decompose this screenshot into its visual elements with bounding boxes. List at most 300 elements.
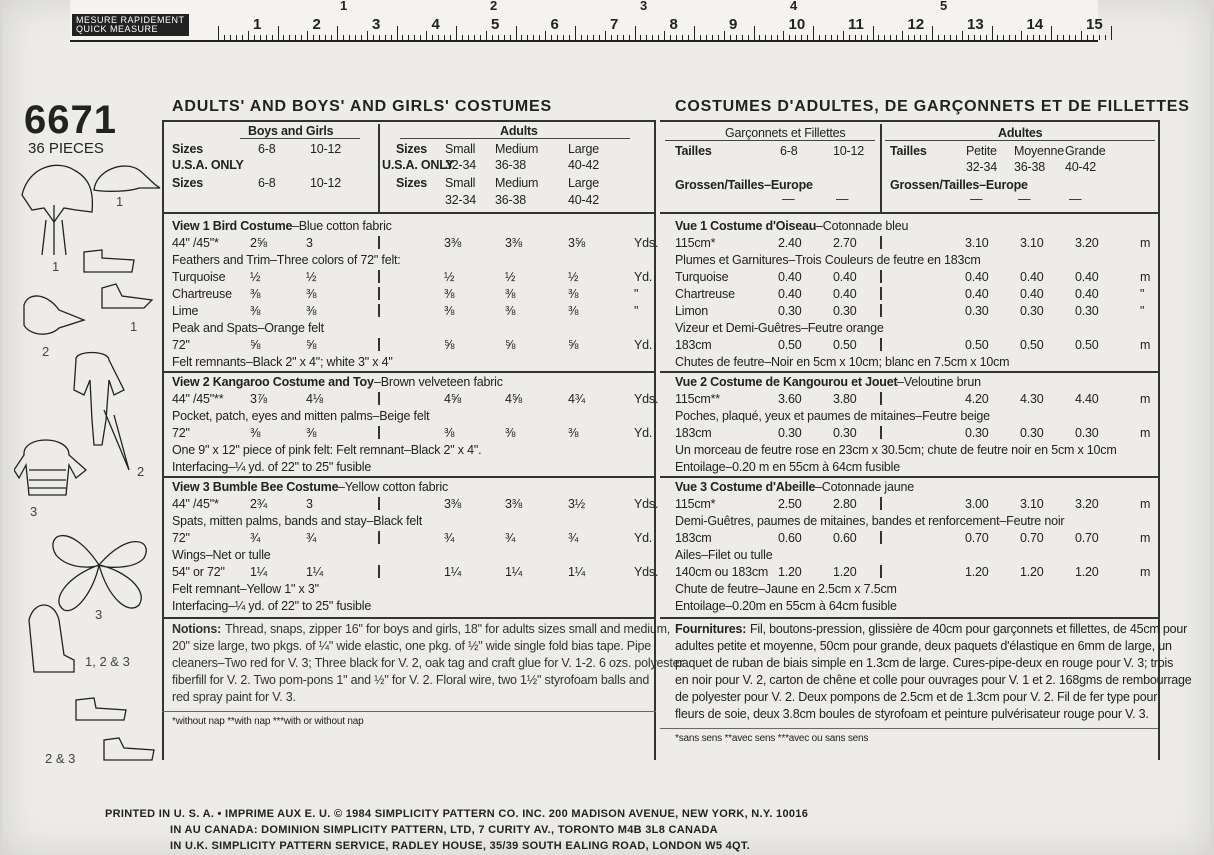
en-sizes-label-adult: Sizes: [396, 142, 427, 156]
ruler-tick: [748, 35, 749, 40]
ruler-tick: [557, 35, 558, 40]
en-row-value: ⅜: [505, 426, 516, 440]
ruler-tick: [402, 35, 403, 40]
fr-notions-line: en noir pour V. 2, carton de chêne et colle pour ouvrages pour V. 1 et 2. 168gms de rembourrage: [675, 673, 1192, 687]
fr-row-label: Vue 1 Costume d'Oiseau: [675, 219, 817, 233]
ruler-tick: [658, 35, 659, 40]
ruler-tick: [742, 35, 743, 40]
fr-row-value: 0.40: [965, 270, 989, 284]
en-row-value: ⅝: [250, 338, 261, 352]
ruler-label: [72, 14, 189, 36]
en-row-value: 1¼: [444, 565, 461, 579]
en-row-label: View 2 Kangaroo Costume and Toy: [172, 375, 374, 389]
en-row-unit: Yd.: [634, 338, 653, 352]
ruler-tick: [438, 35, 439, 40]
ruler-tick: [712, 35, 713, 40]
fr-sizes-label-adult: Tailles: [890, 144, 927, 158]
ruler-tick: [527, 35, 528, 40]
fr-row-sep: [880, 497, 882, 510]
ruler-tick: [992, 26, 993, 40]
ruler-tick: [581, 35, 582, 40]
footer-line-1: PRINTED IN U. S. A. • IMPRIME AUX E. U. © 1984 SIMPLICITY PATTERN CO. INC. 200 MADISON AVENUE, NEW YORK, N.Y. 10016: [105, 808, 809, 820]
fr-dash: —: [836, 192, 849, 206]
ruler-cm-number: 13: [967, 16, 984, 33]
ruler-tick: [510, 35, 511, 40]
fr-row-label: Poches, plaqué, yeux et paumes de mitaines–Feutre beige: [675, 409, 990, 423]
en-row-value: ⅝: [306, 338, 317, 352]
en-row-value: ⅜: [444, 304, 455, 318]
fr-row-value: 3.60: [778, 392, 802, 406]
ruler-inch-number: 1: [340, 0, 348, 13]
en-row-value: 3⅜: [444, 236, 461, 250]
en-row-value: ⅜: [505, 304, 516, 318]
bird-cap-piece: [94, 166, 160, 191]
en-row-sep: [378, 531, 380, 544]
fr-row-sep: [880, 531, 882, 544]
en-row-value: 3⅜: [505, 497, 522, 511]
en-notions-line: fiberfill for V. 2. Two pom-pons 1" and ½" for V. 2. Floral wire, two 1½" styrofoam balls and: [172, 673, 650, 687]
en-bg-size: 10-12: [310, 176, 341, 190]
ruler-tick: [986, 35, 987, 40]
ruler-tick: [617, 35, 618, 40]
en-sizes-label-adult-2: Sizes: [396, 176, 427, 190]
ruler-tick: [914, 35, 915, 40]
fr-row-value: 0.40: [1020, 270, 1044, 284]
en-sizes-label: Sizes: [172, 142, 203, 156]
ruler-tick: [688, 35, 689, 40]
en-row-unit: Yds.: [634, 497, 659, 511]
en-footnote: *without nap **with nap ***with or without nap: [172, 716, 364, 727]
en-row-label: Interfacing–¼ yd. of 22" to 25" fusible: [172, 460, 372, 474]
ruler-tick: [950, 35, 951, 40]
fr-row-label: Chute de feutre–Jaune en 2.5cm x 7.5cm: [675, 582, 897, 596]
en-row-sep: [378, 270, 380, 283]
ruler-tick: [664, 31, 665, 40]
fr-adult-size: Moyenne: [1014, 144, 1065, 158]
kangaroo-suit-piece: [74, 353, 124, 446]
fr-adult-size-num: 32-34: [966, 160, 997, 174]
ruler-tick: [652, 35, 653, 40]
fr-row-label: Vue 3 Costume d'Abeille: [675, 480, 816, 494]
en-row-value: 2¾: [250, 497, 267, 511]
fr-row-value: 0.30: [1020, 426, 1044, 440]
fr-row-value: 0.50: [778, 338, 802, 352]
en-row-unit: Yds.: [634, 392, 659, 406]
ruler-tick: [831, 35, 832, 40]
en-row-value: ⅜: [568, 287, 579, 301]
fr-view-rule: [660, 371, 1158, 373]
ruler-tick: [878, 35, 879, 40]
fr-row-unit: m: [1140, 497, 1151, 511]
ruler-label-en: QUICK MEASURE: [76, 24, 159, 34]
ruler-tick: [997, 35, 998, 40]
footer-line-3: IN U.K. SIMPLICITY PATTERN SERVICE, RADLEY HOUSE, 35/39 SOUTH EALING ROAD, LONDON W5 4QT.: [170, 840, 751, 852]
fr-row-label: 183cm: [675, 426, 712, 440]
ruler-tick: [1045, 35, 1046, 40]
ruler-tick: [325, 35, 326, 40]
en-row-label: Felt remnants–Black 2" x 4"; white 3" x 4": [172, 355, 393, 369]
ruler-tick: [551, 35, 552, 40]
en-row-value: 3⅜: [505, 236, 522, 250]
en-adult-size: Small: [445, 176, 476, 190]
ruler-tick: [646, 35, 647, 40]
en-row-label: Turquoise: [172, 270, 226, 284]
fr-row-sep: [880, 287, 882, 300]
en-sizes-label-2: Sizes: [172, 176, 203, 190]
en-row-value: 3⅜: [444, 497, 461, 511]
ruler-tick: [1075, 35, 1076, 40]
en-row-sep: [378, 426, 380, 439]
en-row-value: ¾: [444, 531, 455, 545]
en-adult-size: Large: [568, 142, 599, 156]
en-row-value: 1¼: [306, 565, 323, 579]
fr-row-value: 0.70: [965, 531, 989, 545]
ruler-tick: [563, 35, 564, 40]
ruler-tick: [343, 35, 344, 40]
fr-row-unit: m: [1140, 236, 1151, 250]
fr-row-sep: [880, 338, 882, 351]
en-row-value: 3⅝: [568, 236, 585, 250]
en-row-value: 3: [306, 236, 313, 250]
en-row-label: View 3 Bumble Bee Costume: [172, 480, 339, 494]
ruler-tick: [1009, 35, 1010, 40]
pattern-pieces: 36 PIECES: [28, 140, 104, 157]
ruler-tick: [355, 35, 356, 40]
fr-row-value: 0.70: [1020, 531, 1044, 545]
ruler-tick: [492, 35, 493, 40]
ruler-tick: [283, 35, 284, 40]
en-row-value: 2⅝: [250, 236, 267, 250]
ruler-tick: [1081, 31, 1082, 40]
fr-row-value: 0.30: [965, 426, 989, 440]
fr-adult-size: Grande: [1065, 144, 1106, 158]
ruler-tick: [504, 35, 505, 40]
bee-spat-piece: [76, 698, 126, 720]
ruler-inch-number: 4: [790, 0, 798, 13]
ruler-inch-number: 3: [640, 0, 648, 13]
fr-row-value: 0.60: [833, 531, 857, 545]
fr-dash: —: [782, 192, 795, 206]
ruler-cm-number: 8: [669, 16, 678, 33]
ruler-tick: [611, 35, 612, 40]
fr-row-value: 2.50: [778, 497, 802, 511]
footer-line-2: IN AU CANADA: DOMINION SIMPLICITY PATTERN, LTD, 7 CURITY AV., TORONTO M4B 3L8 CANADA: [170, 824, 718, 836]
ruler-tick: [670, 35, 671, 40]
bird-head-piece: [24, 296, 84, 334]
fr-row-label: Un morceau de feutre rose en 23cm x 30.5cm; chute de feutre noir en 5cm x 10cm: [675, 443, 1117, 457]
en-notions-line: 20" size large, two pkgs. of ¼" wide elastic, one pkg. of ½" wide single fold bias tape. Pipe: [172, 639, 652, 653]
ruler-tick: [420, 35, 421, 40]
fr-row-label: 115cm*: [675, 236, 716, 250]
fr-row-value: 1.20: [1020, 565, 1044, 579]
en-row-label: Pocket, patch, eyes and mitten palms–Beige felt: [172, 409, 430, 423]
ruler-tick: [819, 35, 820, 40]
fr-adult-size-num: 36-38: [1014, 160, 1045, 174]
fr-row-label: Entoilage–0.20m en 55cm à 64cm fusible: [675, 599, 897, 613]
ruler-tick: [450, 35, 451, 40]
measure-ruler: [70, 0, 1103, 42]
en-view-rule: [162, 476, 656, 478]
ruler-tick: [242, 35, 243, 40]
fr-view-rule: [660, 476, 1158, 478]
en-row-label: 44" /45"*: [172, 236, 219, 250]
fr-row-value: 3.00: [965, 497, 989, 511]
fr-bg-size: 6-8: [780, 144, 798, 158]
fr-row-value: 0.60: [778, 531, 802, 545]
fr-row-value: 4.20: [965, 392, 989, 406]
ruler-tick: [777, 35, 778, 40]
fr-row-label: Ailes–Filet ou tulle: [675, 548, 773, 562]
view-number: 2 & 3: [45, 751, 76, 766]
fr-row-unit: m: [1140, 270, 1151, 284]
fr-row-value: 0.30: [778, 426, 802, 440]
ruler-tick: [736, 35, 737, 40]
ruler-tick: [718, 35, 719, 40]
ruler-tick: [938, 35, 939, 40]
fr-row-value: 0.50: [1020, 338, 1044, 352]
en-notions-line: Thread, snaps, zipper 16" for boys and girls, 18" for adults sizes small and medium,: [225, 622, 671, 636]
fr-row-label: 115cm*: [675, 497, 716, 511]
en-row-unit: ": [634, 304, 639, 318]
ruler-tick: [730, 35, 731, 40]
fr-row-label: Demi-Guêtres, paumes de mitaines, bandes et renforcement–Feutre noir: [675, 514, 1065, 528]
fr-row-value: 3.10: [1020, 497, 1044, 511]
ruler-tick: [587, 35, 588, 40]
ruler-cm-number: 15: [1086, 16, 1103, 33]
fr-row-value: 0.40: [778, 287, 802, 301]
en-usa-only-adult: U.S.A. ONLY: [382, 158, 454, 172]
fr-row-value: 0.30: [965, 304, 989, 318]
en-row-sep: [378, 338, 380, 351]
en-notions-line: cleaners–Two red for V. 3; Three black for V. 2, oak tag and craft glue for V. 1-2. 6 ozs. polyester: [172, 656, 684, 670]
fr-row-value: 0.70: [1075, 531, 1099, 545]
ruler-tick: [278, 26, 279, 40]
bee-suit-piece: [14, 440, 86, 495]
en-bg-size: 10-12: [310, 142, 341, 156]
bird-wing-piece: [22, 165, 92, 222]
ruler-tick: [623, 35, 624, 40]
en-bg-size: 6-8: [258, 142, 276, 156]
view-number: 2: [42, 344, 50, 359]
en-row-value: 3⅞: [250, 392, 267, 406]
fr-row-label: Chartreuse: [675, 287, 735, 301]
fr-row-value: 0.40: [1075, 287, 1099, 301]
en-row-label: Wings–Net or tulle: [172, 548, 271, 562]
view-number: 1, 2 & 3: [85, 654, 130, 669]
fr-row-label: Limon: [675, 304, 709, 318]
ruler-tick: [361, 35, 362, 40]
fr-row-unit: m: [1140, 338, 1151, 352]
en-notions-line: red spray paint for V. 3.: [172, 690, 296, 704]
ruler-tick: [968, 35, 969, 40]
en-row-value: ½: [444, 270, 455, 284]
ruler-tick: [545, 31, 546, 40]
fr-row-value: 0.40: [833, 287, 857, 301]
en-row-value: ⅜: [250, 304, 261, 318]
ruler-tick: [926, 35, 927, 40]
bee-mitten-piece: [104, 738, 154, 760]
ruler-tick: [682, 35, 683, 40]
ruler-tick: [474, 35, 475, 40]
en-row-value: ⅜: [306, 426, 317, 440]
fr-row-value: 0.30: [1020, 304, 1044, 318]
en-row-value: ½: [250, 270, 261, 284]
en-row-value: ⅝: [444, 338, 455, 352]
en-row-unit: Yd.: [634, 426, 653, 440]
en-row-value: 1¼: [568, 565, 585, 579]
fr-row-value: 1.20: [778, 565, 802, 579]
en-sep: [378, 124, 380, 212]
en-row-label: Feathers and Trim–Three colors of 72" felt:: [172, 253, 401, 267]
ruler-tick: [920, 35, 921, 40]
fr-row-sep: [880, 236, 882, 249]
ruler-tick: [706, 35, 707, 40]
fr-notions-line: fleurs de soie, deux 3.8cm boules de styrofoam et peinture pulvérisateur rouge pour V. 3.: [675, 707, 1149, 721]
ruler-tick: [1105, 35, 1106, 40]
fr-row-value: 4.40: [1075, 392, 1099, 406]
en-row-value: ⅝: [568, 338, 579, 352]
ruler-cm-number: 1: [253, 16, 262, 33]
fr-notions-label: Fournitures:: [675, 622, 747, 636]
en-row-label: 54" or 72": [172, 565, 225, 579]
pattern-number: 6671: [24, 98, 117, 142]
ruler-tick: [754, 26, 755, 40]
en-row-value: 3½: [568, 497, 585, 511]
en-row-value: ⅜: [250, 426, 261, 440]
fr-notions-rule: [660, 617, 1158, 619]
ruler-tick: [694, 26, 695, 40]
en-row-unit: Yd.: [634, 531, 653, 545]
ruler-tick: [593, 35, 594, 40]
fr-row-sep: [880, 426, 882, 439]
en-row-label: Interfacing–¼ yd. of 22" to 25" fusible: [172, 599, 372, 613]
en-head-adults: Adults: [500, 124, 538, 138]
en-row-label: Spats, mitten palms, bands and stay–Black felt: [172, 514, 422, 528]
en-row-sep: [378, 565, 380, 578]
en-row-value: ¾: [505, 531, 516, 545]
ruler-tick: [962, 31, 963, 40]
ruler-cm-number: 9: [729, 16, 738, 33]
fr-row-value: 3.20: [1075, 236, 1099, 250]
ruler-tick: [408, 35, 409, 40]
fr-row-value: 1.20: [965, 565, 989, 579]
french-title: COSTUMES D'ADULTES, DE GARÇONNETS ET DE FILLETTES: [675, 98, 1190, 115]
en-row-label: One 9" x 12" piece of pink felt: Felt remnant–Black 2" x 4".: [172, 443, 482, 457]
en-usa-only: U.S.A. ONLY: [172, 158, 244, 172]
ruler-cm-number: 4: [431, 16, 440, 33]
ruler-tick: [700, 35, 701, 40]
en-row-unit: ": [634, 287, 639, 301]
fr-row-value: 1.20: [833, 565, 857, 579]
view-number: 3: [95, 607, 103, 622]
ruler-tick: [498, 35, 499, 40]
fr-europe: Grossen/Tailles–Europe: [675, 178, 813, 192]
fr-row-value: 0.40: [1020, 287, 1044, 301]
fr-row-value: 0.50: [965, 338, 989, 352]
en-row-value: ⅜: [568, 426, 579, 440]
ruler-tick: [337, 26, 338, 40]
en-row-value: 4¾: [568, 392, 585, 406]
ruler-cm-number: 3: [372, 16, 381, 33]
ruler-tick: [319, 35, 320, 40]
en-row-sep: [378, 304, 380, 317]
ruler-tick: [807, 35, 808, 40]
ruler-tick: [468, 35, 469, 40]
ruler-tick: [1039, 35, 1040, 40]
ruler-tick: [432, 35, 433, 40]
fr-row-sep: [880, 304, 882, 317]
ruler-tick: [1015, 35, 1016, 40]
fr-row-value: 0.40: [833, 270, 857, 284]
fr-row-value: 0.50: [833, 338, 857, 352]
ruler-tick: [289, 35, 290, 40]
ruler-tick: [1027, 35, 1028, 40]
en-row-value: ⅜: [505, 287, 516, 301]
english-left-rule: [162, 120, 164, 760]
ruler-tick: [307, 31, 308, 40]
ruler-tick: [980, 35, 981, 40]
en-row-label: 44" /45"**: [172, 392, 224, 406]
en-adult-size-usa: 32-34: [445, 158, 476, 172]
en-adult-size-usa: 36-38: [495, 193, 526, 207]
ruler-tick: [301, 35, 302, 40]
view-number: 1: [116, 194, 124, 209]
fr-footnote: *sans sens **avec sens ***avec ou sans sens: [675, 733, 869, 744]
en-row-value: ½: [505, 270, 516, 284]
ruler-tick: [1099, 35, 1100, 40]
ruler-tick: [533, 35, 534, 40]
fr-row-value: 1.20: [1075, 565, 1099, 579]
fr-row-label: Plumes et Garnitures–Trois Couleurs de feutre en 183cm: [675, 253, 981, 267]
en-row-value: 1¼: [250, 565, 267, 579]
fr-row-label: 140cm ou 183cm: [675, 565, 769, 579]
fr-row-value: 0.30: [778, 304, 802, 318]
ruler-cm-number: 7: [610, 16, 619, 33]
fr-row-value: 0.40: [778, 270, 802, 284]
ruler-tick: [248, 31, 249, 40]
ruler-tick: [385, 35, 386, 40]
en-row-value: ⅜: [444, 426, 455, 440]
ruler-tick: [902, 31, 903, 40]
ruler-cm-number: 10: [788, 16, 806, 33]
en-row-value: ½: [568, 270, 579, 284]
ruler-tick: [254, 35, 255, 40]
ruler-tick: [890, 35, 891, 40]
ruler-cm-number: 6: [550, 16, 559, 33]
ruler-tick: [759, 35, 760, 40]
fr-head-rule: [665, 140, 875, 141]
ruler-tick: [825, 35, 826, 40]
en-row-value: 3: [306, 497, 313, 511]
ruler-tick: [218, 26, 219, 40]
view-number: 1: [52, 259, 60, 274]
fr-europe-adult: Grossen/Tailles–Europe: [890, 178, 1028, 192]
ruler-tick: [1033, 35, 1034, 40]
ruler-cm-number: 14: [1026, 16, 1044, 33]
fr-row-sep: [880, 392, 882, 405]
ruler-tick: [426, 31, 427, 40]
fr-row-value: 0.40: [965, 287, 989, 301]
fr-row-value: 3.10: [965, 236, 989, 250]
ruler-tick: [813, 26, 814, 40]
en-adult-size: Small: [445, 142, 476, 156]
fr-footnote-rule: [660, 728, 1158, 729]
ruler-tick: [1093, 35, 1094, 40]
fr-row-unit: m: [1140, 392, 1151, 406]
en-bg-size: 6-8: [258, 176, 276, 190]
fr-row-label: 183cm: [675, 531, 712, 545]
en-row-sep: [378, 497, 380, 510]
